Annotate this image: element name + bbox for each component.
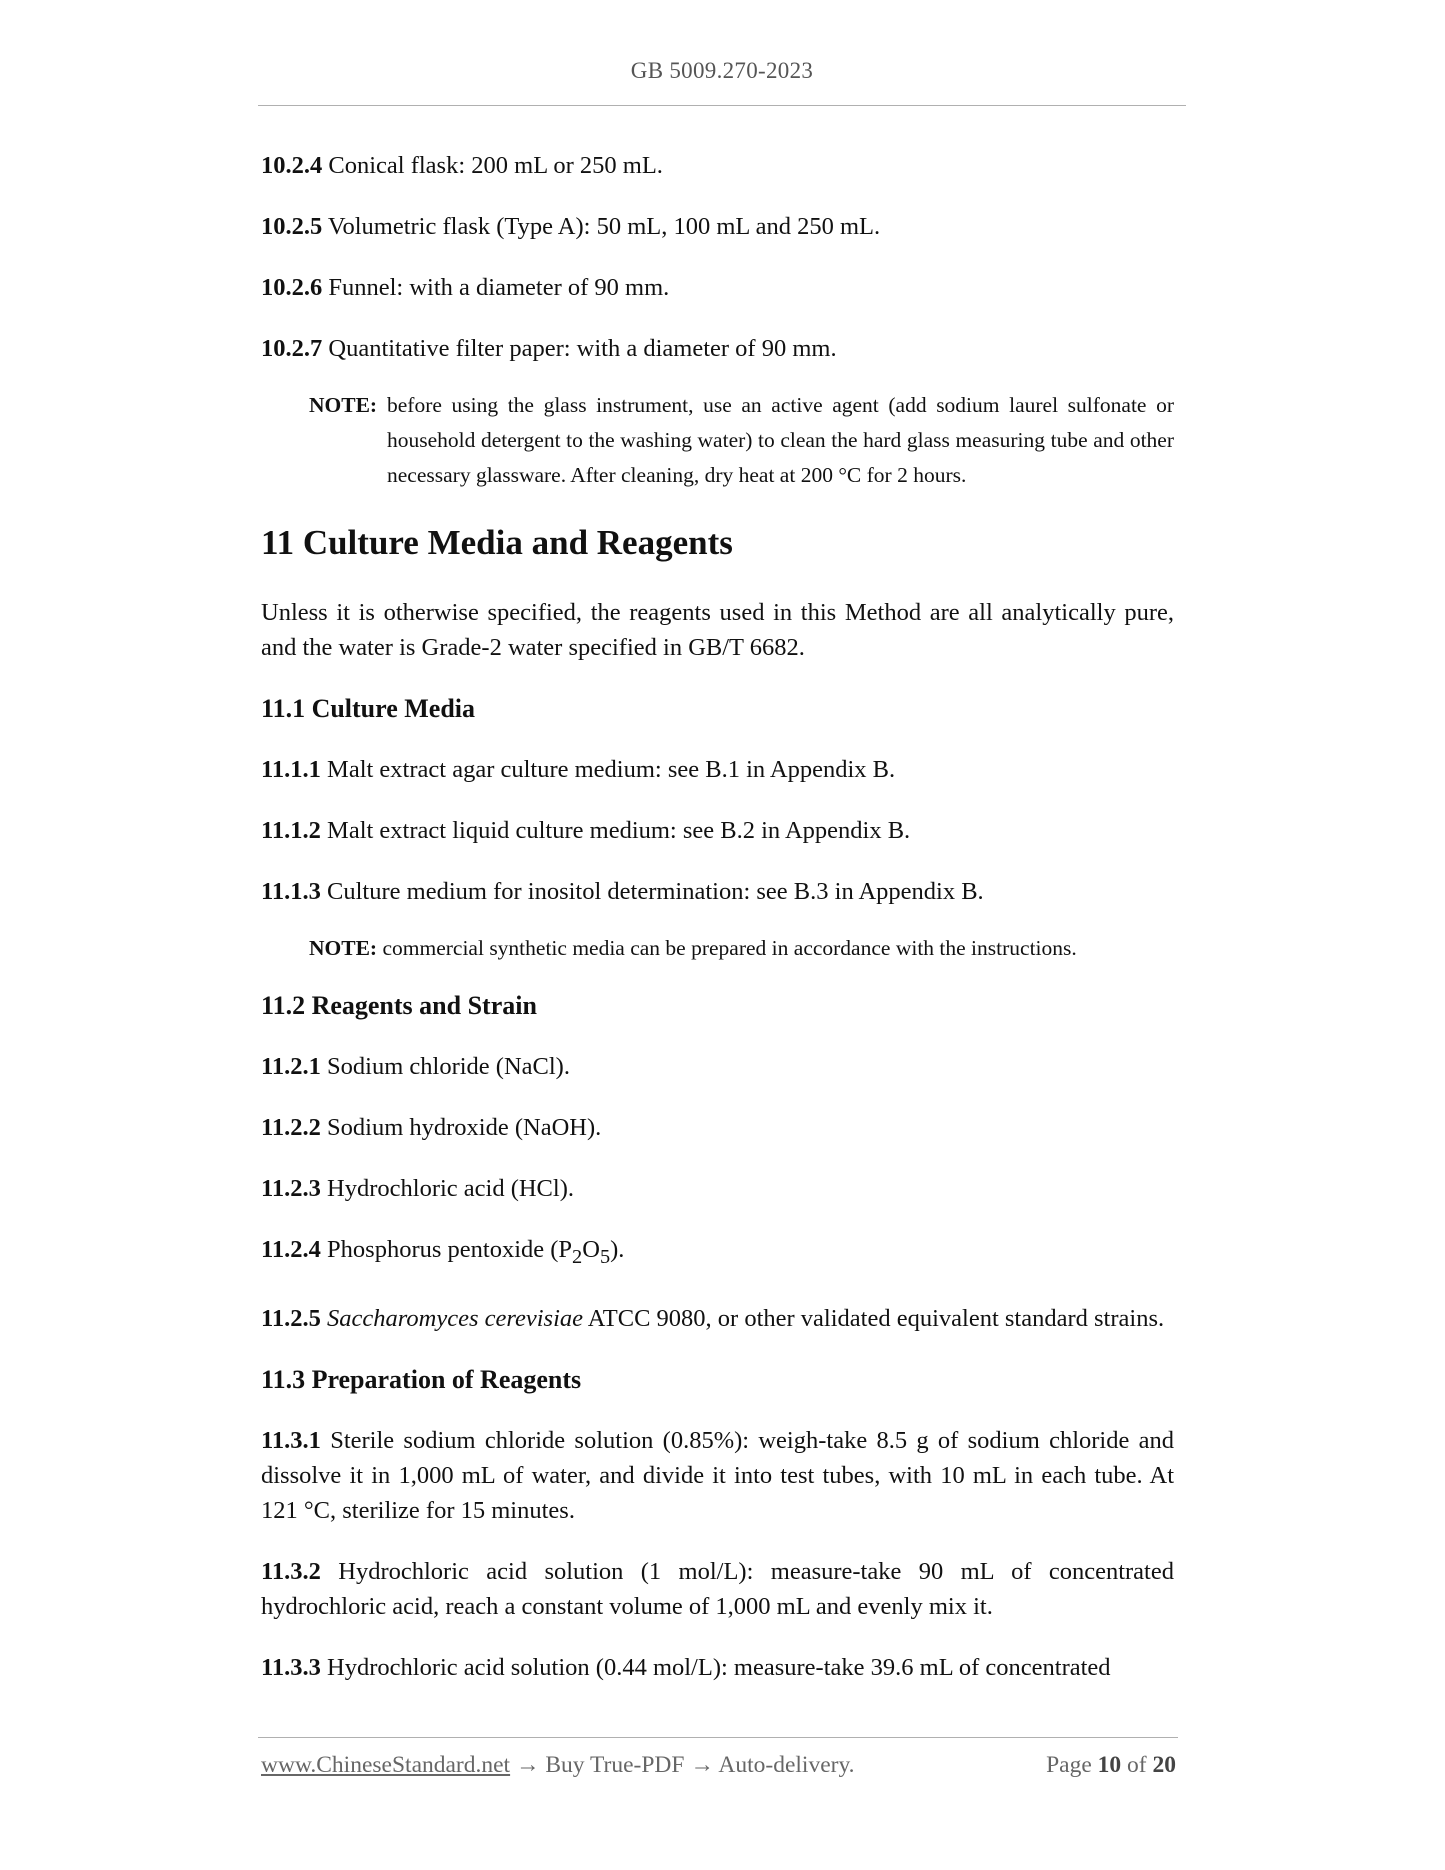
clause-number: 10.2.7 <box>261 335 323 362</box>
clause-number: 11.2.1 <box>261 1053 321 1080</box>
page-number <box>1046 1752 1176 1779</box>
footer-divider <box>258 1737 1178 1738</box>
clause-text: Conical flask: 200 mL or 250 mL. <box>322 152 663 179</box>
clause-text: ). <box>610 1236 625 1263</box>
clause-text: Sodium chloride (NaCl). <box>320 1053 570 1080</box>
clause-number: 11.2.4 <box>261 1236 321 1263</box>
clause-text: Volumetric flask (Type A): 50 mL, 100 mL and 250 mL. <box>322 213 881 240</box>
clause-text: Hydrochloric acid solution (0.44 mol/L): measure-take 39.6 mL of concentrated <box>320 1653 1111 1681</box>
clause-11-2-1 <box>261 1049 1174 1084</box>
subsection-heading-11-2: 11.2 Reagents and Strain <box>261 991 537 1020</box>
clause-text: Sterile sodium chloride solution (0.85%): weigh-take 8.5 g of sodium chloride and dissolve it in 1,000 mL of water, and divide it into test tubes, with 10 mL in each tube. At 121 °C, sterilize for 15 minutes. <box>261 1426 1174 1524</box>
clause-number: 10.2.5 <box>261 213 323 240</box>
clause-text: O <box>582 1236 600 1263</box>
clause-number: 11.3.2 <box>261 1557 321 1585</box>
total-pages: 20 <box>1152 1752 1176 1778</box>
clause-11-3-2 <box>261 1554 1174 1624</box>
note-label: NOTE: <box>309 936 378 960</box>
clause-text: Culture medium for inositol determination: see B.3 in Appendix B. <box>320 878 984 905</box>
clause-number: 10.2.4 <box>261 152 323 179</box>
clause-11-2-2 <box>261 1110 1174 1145</box>
subsection-heading-11-3: 11.3 Preparation of Reagents <box>261 1364 582 1394</box>
clause-text: ATCC 9080, or other validated equivalent standard strains. <box>583 1304 1165 1332</box>
clause-number: 11.2.3 <box>261 1175 321 1202</box>
header-divider <box>258 105 1186 106</box>
species-name: Saccharomyces cerevisiae <box>327 1304 584 1332</box>
clause-number: 11.3.3 <box>261 1653 321 1681</box>
page-footer <box>261 1752 1176 1779</box>
page-content <box>261 148 1174 1711</box>
clause-number: 11.1.3 <box>261 878 321 905</box>
clause-text: Hydrochloric acid (HCl). <box>320 1175 574 1202</box>
clause-11-2-3 <box>261 1171 1174 1206</box>
clause-11-3-3 <box>261 1650 1174 1685</box>
page-of: of <box>1121 1752 1153 1778</box>
footer-tagline: → Buy True-PDF → Auto-delivery. <box>510 1752 855 1778</box>
clause-text: Hydrochloric acid solution (1 mol/L): measure-take 90 mL of concentrated hydrochloric acid, reach a constant volume of 1,000 mL and evenly mix it. <box>261 1557 1174 1620</box>
clause-text: Funnel: with a diameter of 90 mm. <box>322 274 670 301</box>
clause-text: Malt extract agar culture medium: see B.1 in Appendix B. <box>320 756 896 783</box>
clause-10-2-4 <box>261 148 1174 183</box>
clause-number: 10.2.6 <box>261 274 323 301</box>
note-media <box>309 931 1174 966</box>
clause-10-2-5 <box>261 209 1174 244</box>
section-11-intro: Unless it is otherwise specified, the reagents used in this Method are all analytically pure, and the water is Grade-2 water specified in GB/T 6682. <box>261 599 1174 661</box>
clause-11-2-5 <box>261 1301 1174 1336</box>
clause-number: 11.1.2 <box>261 817 321 844</box>
clause-text: Malt extract liquid culture medium: see B.2 in Appendix B. <box>320 817 911 844</box>
clause-10-2-6 <box>261 270 1174 305</box>
clause-number: 11.2.2 <box>261 1114 321 1141</box>
clause-11-3-1 <box>261 1423 1174 1528</box>
website-link[interactable]: www.ChineseStandard.net <box>261 1752 511 1778</box>
clause-number: 11.2.5 <box>261 1304 321 1332</box>
clause-11-1-3 <box>261 874 1174 909</box>
clause-11-2-4 <box>261 1232 1174 1275</box>
page-prefix: Page <box>1046 1752 1098 1778</box>
clause-number: 11.1.1 <box>261 756 321 783</box>
subscript: 2 <box>572 1245 583 1268</box>
note-glassware <box>309 388 1174 493</box>
note-label: NOTE: <box>309 393 378 417</box>
clause-11-1-1 <box>261 752 1174 787</box>
clause-text: Phosphorus pentoxide (P <box>320 1236 573 1263</box>
current-page: 10 <box>1097 1752 1122 1778</box>
running-header: GB 5009.270-2023 <box>630 58 814 83</box>
clause-11-1-2 <box>261 813 1174 848</box>
clause-text: Sodium hydroxide (NaOH). <box>320 1114 602 1141</box>
section-heading-11: 11 Culture Media and Reagents <box>261 523 733 562</box>
clause-text: Quantitative filter paper: with a diameter of 90 mm. <box>322 335 837 362</box>
clause-number: 11.3.1 <box>261 1426 321 1454</box>
clause-10-2-7 <box>261 331 1174 366</box>
subscript: 5 <box>599 1245 611 1268</box>
note-text: commercial synthetic media can be prepared in accordance with the instructions. <box>377 936 1077 960</box>
note-text: before using the glass instrument, use an active agent (add sodium laurel sulfonate or household detergent to the washing water) to clean the hard glass measuring tube and other necessary glassware. After cleaning, dry heat at 200 °C for 2 hours. <box>387 393 1174 487</box>
subsection-heading-11-1: 11.1 Culture Media <box>261 694 476 723</box>
